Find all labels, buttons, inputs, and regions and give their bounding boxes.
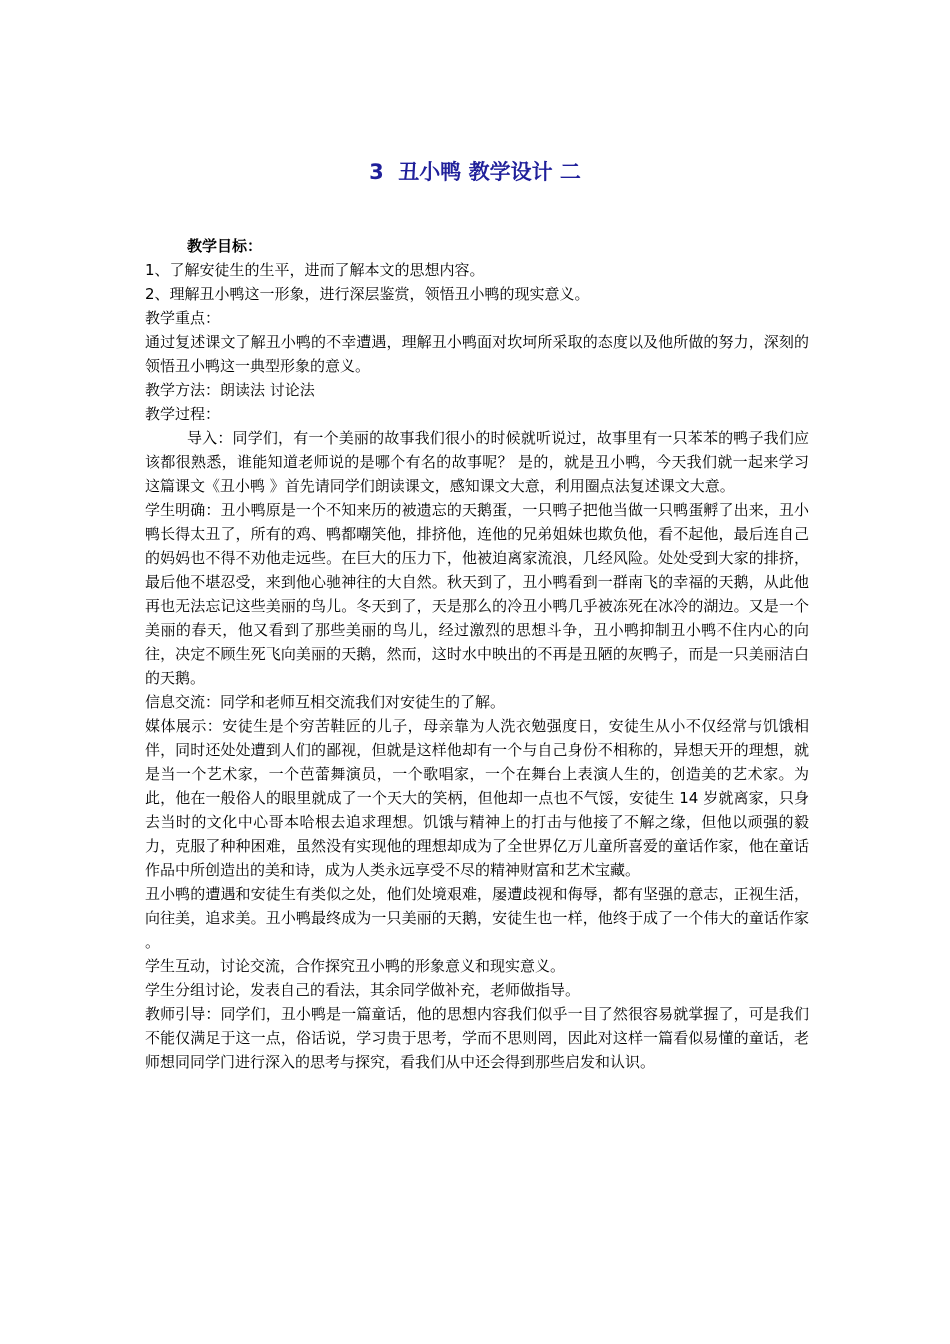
lesson-introduction: 导入：同学们，有一个美丽的故事我们很小的时候就听说过，故事里有一只苯苯的鸭子我们应该都很熟悉，谁能知道老师说的是哪个有名的故事呢？ 是的，就是丑小鸭，今天我们就一起来学习这篇课文《丑小鸭 》首先请同学们朗读课文，感知课文大意，利用圈点法复述课文大意。	[145, 429, 809, 495]
media-display-paragraph: 媒体展示：安徒生是个穷苦鞋匠的儿子，母亲靠为人洗衣勉强度日，安徒生从小不仅经常与饥饿相伴，同时还处处遭到人们的鄙视，但就是这样他却有一个与自己身份不相称的，异想天开的理想，就是当一个艺术家，一个芭蕾舞演员，一个歌唱家，一个在舞台上表演人生的，创造美的艺术家。为此，他在一般俗人的眼里就成了一个天大的笑柄，但他却一点也不气馁，安徒生 14 岁就离家，只身去当时的文化中心哥本哈根去追求理想。饥饿与精神上的打击与他接了不解之缘，但他以顽强的毅力，克服了种种困难，虽然没有实现他的理想却成为了全世界亿万儿童所喜爱的童话作家，他在童话作品中所创造出的美和诗，成为人类永远享受不尽的精神财富和艺术宝藏。	[145, 717, 809, 879]
teaching-focus-body: 通过复述课文了解丑小鸭的不幸遭遇，理解丑小鸭面对坎坷所采取的态度以及他所做的努力，深刻的领悟丑小鸭这一典型形象的意义。	[145, 333, 809, 375]
teaching-goal-item: 1、了解安徒生的生平，进而了解本文的思想内容。	[145, 261, 485, 279]
teaching-goals-heading: 教学目标：	[187, 237, 263, 255]
document-title: 3 丑小鸭 教学设计 二	[369, 160, 581, 184]
teaching-methods: 教学方法：朗读法 讨论法	[145, 381, 315, 399]
teaching-goal-item: 2、理解丑小鸭这一形象，进行深层鉴赏，领悟丑小鸭的现实意义。	[145, 285, 590, 303]
group-discussion-paragraph: 学生分组讨论，发表自己的看法，其余同学做补充，老师做指导。	[145, 981, 581, 999]
comparison-paragraph: 丑小鸭的遭遇和安徒生有类似之处，他们处境艰难，屡遭歧视和侮辱，都有坚强的意志，正视生活，向往美，追求美。丑小鸭最终成为一只美丽的天鹅，安徒生也一样，他终于成了一个伟大的童话作家 。	[145, 885, 809, 951]
teacher-guidance-paragraph: 教师引导：同学们，丑小鸭是一篇童话，他的思想内容我们似乎一目了然很容易就掌握了，可是我们不能仅满足于这一点，俗话说，学习贵于思考，学而不思则罔，因此对这样一篇看似易懂的童话，老师想同同学门进行深入的思考与探究，看我们从中还会得到那些启发和认识。	[145, 1005, 809, 1071]
document-body	[145, 234, 809, 1074]
teaching-process-heading: 教学过程：	[145, 405, 221, 423]
info-exchange-paragraph: 信息交流：同学和老师互相交流我们对安徒生的了解。	[145, 693, 506, 711]
student-interaction-paragraph: 学生互动，讨论交流，合作探究丑小鸭的形象意义和现实意义。	[145, 957, 566, 975]
student-answer-paragraph: 学生明确：丑小鸭原是一个不知来历的被遗忘的天鹅蛋，一只鸭子把他当做一只鸭蛋孵了出来，丑小鸭长得太丑了，所有的鸡、鸭都嘲笑他，排挤他，连他的兄弟姐妹也欺负他，看不起他，最后连自己的妈妈也不得不劝他走远些。在巨大的压力下，他被迫离家流浪，几经风险。处处受到大家的排挤，最后他不堪忍受，来到他心驰神往的大自然。秋天到了，丑小鸭看到一群南飞的幸福的天鹅，从此他再也无法忘记这些美丽的鸟儿。冬天到了，天是那么的冷丑小鸭几乎被冻死在冰冷的湖边。又是一个美丽的春天，他又看到了那些美丽的鸟儿，经过激烈的思想斗争，丑小鸭抑制丑小鸭不住内心的向往，决定不顾生死飞向美丽的天鹅，然而，这时水中映出的不再是丑陋的灰鸭子，而是一只美丽洁白的天鹅。	[145, 501, 809, 687]
teaching-focus-heading: 教学重点：	[145, 309, 221, 327]
